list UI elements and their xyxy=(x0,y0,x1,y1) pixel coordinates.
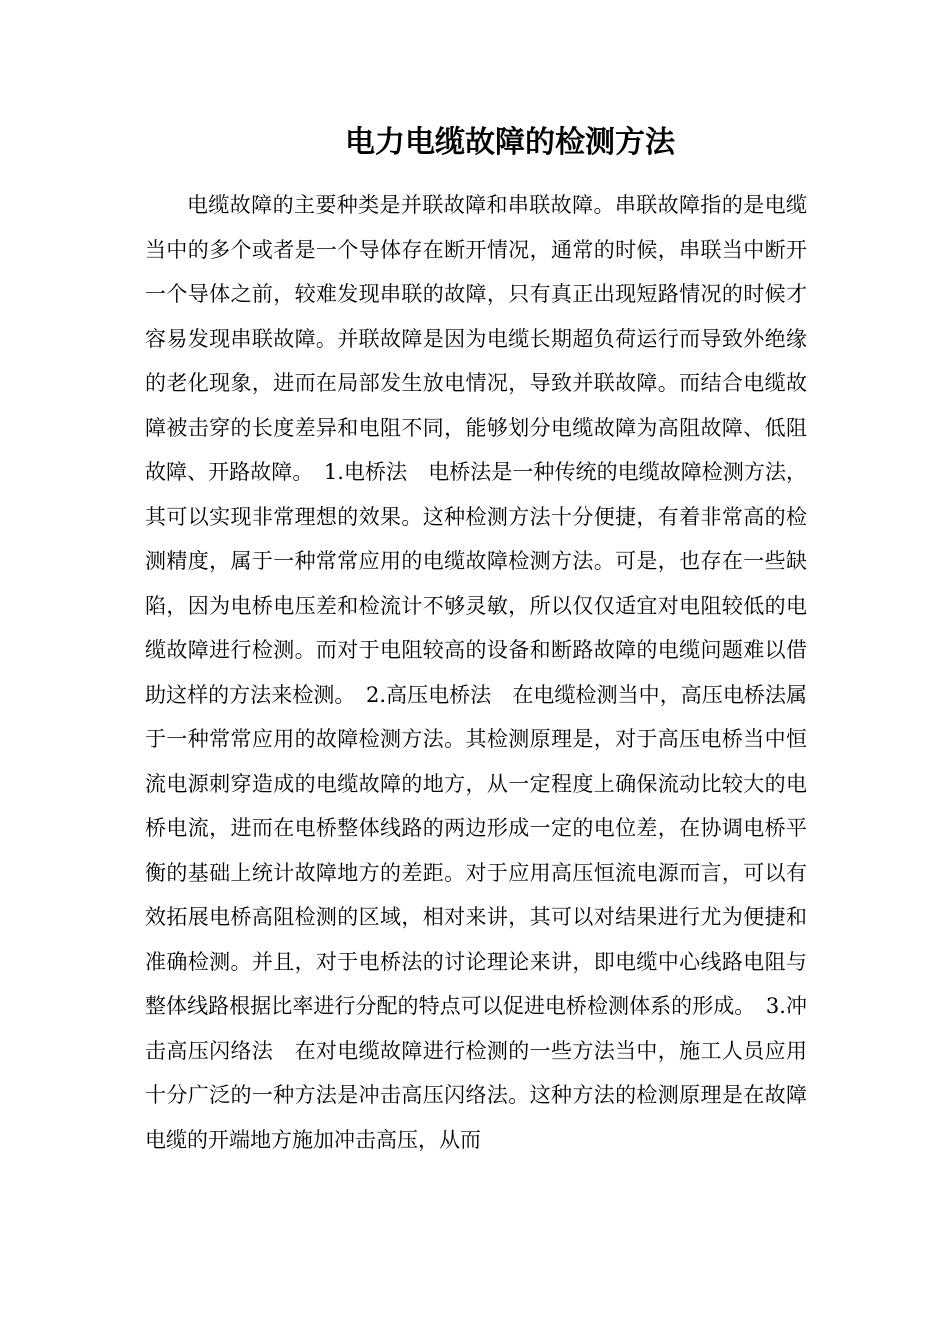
document-title: 电力电缆故障的检测方法 xyxy=(345,125,675,160)
document-body-paragraph: 电缆故障的主要种类是并联故障和串联故障。串联故障指的是电缆当中的多个或者是一个导体存在断开情况，通常的时候，串联当中断开一个导体之前，较难发现串联的故障，只有真正出现短路情况的时候才容易发现串联故障。并联故障是因为电缆长期超负荷运行而导致外绝缘的老化现象，进而在局部发生放电情况，导致并联故障。而结合电缆故障被击穿的长度差异和电阻不同，能够划分电缆故障为高阻故障、低阻故障、开路故障。 1.电桥法 电桥法是一种传统的电缆故障检测方法，其可以实现非常理想的效果。这种检测方法十分便捷，有着非常高的检测精度，属于一种常常应用的电缆故障检测方法。可是，也存在一些缺陷，因为电桥电压差和检流计不够灵敏，所以仅仅适宜对电阻较低的电缆故障进行检测。而对于电阻较高的设备和断路故障的电缆问题难以借助这样的方法来检测。 2.高压电桥法 在电缆检测当中，高压电桥法属于一种常常应用的故障检测方法。其检测原理是，对于高压电桥当中恒流电源刺穿造成的电缆故障的地方，从一定程度上确保流动比较大的电桥电流，进而在电桥整体线路的两边形成一定的电位差，在协调电桥平衡的基础上统计故障地方的差距。对于应用高压恒流电源而言，可以有效拓展电桥高阻检测的区域，相对来讲，其可以对结果进行尤为便捷和准确检测。并且，对于电桥法的讨论理论来讲，即电缆中心线路电阻与整体线路根据比率进行分配的特点可以促进电桥检测体系的形成。 3.冲击高压闪络法 在对电缆故障进行检测的一些方法当中，施工人员应用十分广泛的一种方法是冲击高压闪络法。这种方法的检测原理是在故障电缆的开端地方施加冲击高压，从而 xyxy=(145,193,807,1152)
